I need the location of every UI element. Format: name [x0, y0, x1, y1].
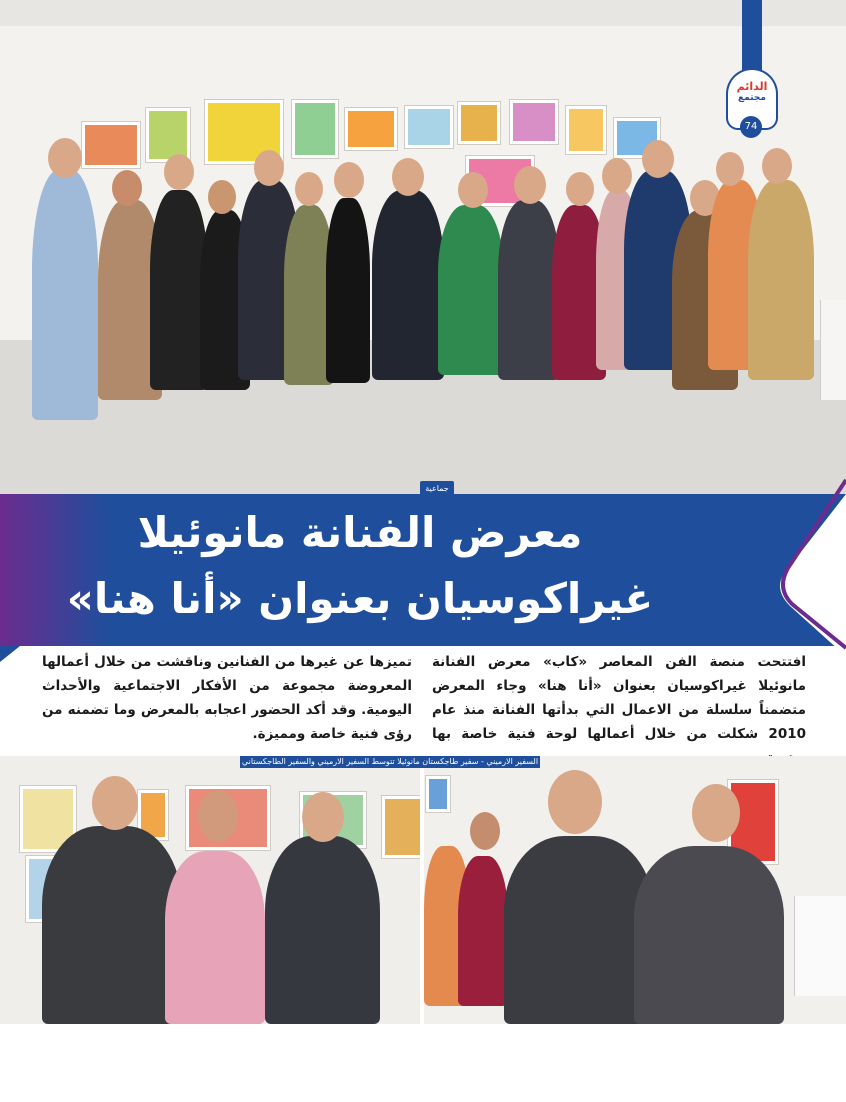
category-tag: جماعية	[420, 481, 454, 496]
section-label: مجتمع	[738, 93, 766, 103]
ambassadors-handshake-photo	[424, 756, 846, 1024]
page-number: 74	[740, 116, 762, 138]
article-title-line1: معرض الفنانة مانوئيلا	[137, 508, 583, 557]
article-paragraph-right: افتتحت منصة الفن المعاصر «كاب» معرض الفنانة مانوئيلا غيراكوسيان بعنوان «أنا هنا» وجاء المعرض متضمناً سلسلة من الاعمال التي بدأتها الفنانة منذ عام 2010 شكلت من خلال أعمالها لوحة فنية خاصة بها	[432, 654, 806, 742]
article-paragraph-left: تميزها عن غيرها من الفنانين وناقشت من خلال أعمالها المعروضة مجموعة من الأفكار الاجتماعية والأحداث اليومية. وقد أكد الحضور اعجابه بالمعرض وما تضمنه من رؤى فنية خاصة ومميزة.	[42, 654, 412, 742]
banner-left-notch	[0, 646, 20, 662]
magazine-name: الدائم	[736, 80, 768, 93]
ambassadors-with-artist-photo	[0, 756, 420, 1024]
group-photo	[0, 0, 846, 494]
banner-corner-shape	[770, 476, 846, 656]
logo-ribbon	[742, 0, 762, 78]
article-title-line2: غيراكوسيان بعنوان «أنا هنا»	[66, 574, 654, 623]
photo-caption: السفير الارميني - سفير طاجكستان مانوئيلا تتوسط السفير الارميني والسفير الطاجكستاني	[241, 757, 539, 766]
